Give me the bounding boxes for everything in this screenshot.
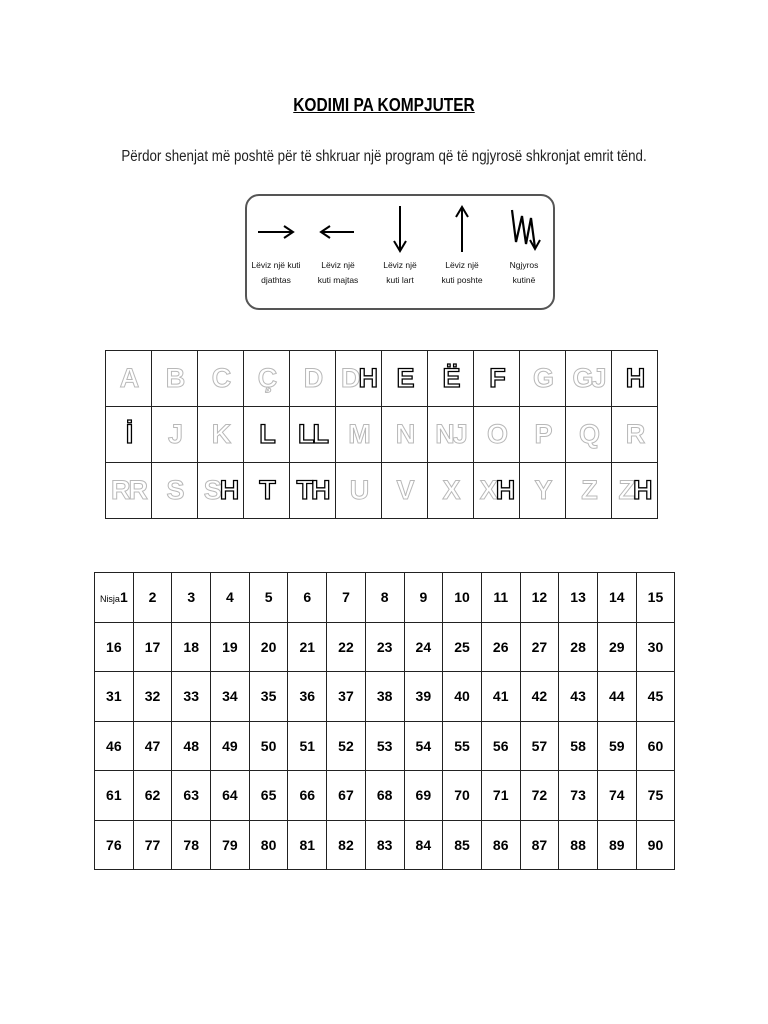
- letter-cell[interactable]: [198, 407, 244, 463]
- cell-number: 38: [376, 688, 393, 705]
- grid-cell[interactable]: [559, 771, 598, 821]
- letter-cell[interactable]: [152, 407, 198, 463]
- cell-number: 72: [531, 787, 548, 804]
- letter-suffix: H: [358, 363, 376, 393]
- letter-text: Z: [581, 475, 596, 505]
- cell-number: 74: [608, 787, 625, 804]
- cell-number: 25: [454, 638, 470, 655]
- cell-number: 15: [647, 589, 664, 606]
- grid-cell[interactable]: [95, 721, 134, 771]
- grid-cell[interactable]: [404, 672, 443, 722]
- letter-cell[interactable]: [612, 407, 658, 463]
- grid-cell[interactable]: [172, 672, 211, 722]
- letter-suffix: H: [495, 475, 514, 505]
- grid-cell[interactable]: [443, 573, 482, 623]
- grid-cell[interactable]: [559, 573, 598, 623]
- letter-cell[interactable]: [520, 463, 566, 519]
- grid-cell[interactable]: [249, 622, 288, 672]
- cell-number: 79: [222, 836, 238, 853]
- grid-cell[interactable]: [481, 721, 520, 771]
- letter-cell[interactable]: [290, 407, 336, 463]
- grid-cell[interactable]: [559, 622, 598, 672]
- letter-cell[interactable]: [336, 351, 382, 407]
- letter-cell[interactable]: [290, 463, 336, 519]
- letter-text: Y: [534, 475, 551, 505]
- cell-number: 44: [608, 688, 625, 705]
- legend-item-right: [245, 196, 307, 306]
- letter-cell[interactable]: [428, 463, 474, 519]
- grid-cell[interactable]: [365, 771, 404, 821]
- grid-cell[interactable]: [133, 672, 172, 722]
- alphabet-row: [106, 407, 658, 463]
- letter-cell[interactable]: [198, 351, 244, 407]
- legend-item-up: [431, 196, 493, 306]
- cell-number: 2: [148, 589, 157, 606]
- grid-cell[interactable]: [133, 721, 172, 771]
- letter-cell[interactable]: [520, 407, 566, 463]
- grid-cell[interactable]: [365, 622, 404, 672]
- letter-cell[interactable]: [382, 407, 428, 463]
- letter-cell[interactable]: [566, 463, 612, 519]
- grid-cell[interactable]: [211, 721, 250, 771]
- grid-cell[interactable]: [559, 672, 598, 722]
- cell-number: 33: [183, 688, 199, 705]
- grid-cell[interactable]: [95, 672, 134, 722]
- letter-cell[interactable]: [244, 463, 290, 519]
- cell-number: 68: [376, 787, 393, 804]
- grid-cell[interactable]: [597, 721, 636, 771]
- letter-text: GJ: [572, 363, 605, 393]
- letter-cell[interactable]: [244, 407, 290, 463]
- letter-cell[interactable]: [382, 351, 428, 407]
- cell-number: 12: [531, 589, 548, 606]
- cell-number: 42: [531, 688, 548, 705]
- grid-cell[interactable]: [636, 721, 675, 771]
- cell-number: 32: [144, 688, 161, 705]
- cell-number: 24: [415, 638, 432, 655]
- alphabet-row: [106, 463, 658, 519]
- cell-number: 88: [570, 836, 586, 853]
- letter-cell[interactable]: [428, 351, 474, 407]
- letter-text: X: [479, 475, 496, 505]
- grid-cell[interactable]: [520, 721, 559, 771]
- cell-number: 52: [338, 737, 354, 754]
- grid-cell[interactable]: [327, 672, 366, 722]
- cell-number: 3: [187, 589, 196, 606]
- letter-text: S: [203, 475, 220, 505]
- legend-label-color: Ngjyros kutinë: [509, 260, 539, 285]
- grid-cell[interactable]: [443, 721, 482, 771]
- letter-cell[interactable]: [612, 463, 658, 519]
- cell-number: 6: [303, 589, 312, 606]
- letter-cell[interactable]: [382, 463, 428, 519]
- grid-cell[interactable]: [443, 820, 482, 870]
- cell-number: 40: [454, 688, 470, 705]
- grid-cell[interactable]: [211, 820, 250, 870]
- cell-number: 18: [183, 638, 199, 655]
- grid-cell[interactable]: [597, 771, 636, 821]
- letter-cell[interactable]: [290, 351, 336, 407]
- letter-text: U: [349, 475, 368, 505]
- cell-number: 71: [492, 787, 509, 804]
- grid-cell[interactable]: [327, 771, 366, 821]
- cell-number: 83: [376, 836, 393, 853]
- grid-cell[interactable]: [249, 721, 288, 771]
- grid-cell[interactable]: [327, 622, 366, 672]
- letter-text: E: [396, 363, 413, 393]
- cell-number: 7: [342, 589, 350, 606]
- letter-cell[interactable]: [520, 351, 566, 407]
- grid-cell[interactable]: [172, 820, 211, 870]
- grid-cell[interactable]: [133, 820, 172, 870]
- letter-cell[interactable]: [428, 407, 474, 463]
- letter-text: Ç: [257, 363, 276, 393]
- grid-cell[interactable]: [636, 771, 675, 821]
- grid-cell[interactable]: [597, 820, 636, 870]
- letter-text: Z: [618, 475, 633, 505]
- letter-text: L: [259, 419, 274, 449]
- letter-text: TH: [296, 475, 329, 505]
- grid-cell[interactable]: [133, 771, 172, 821]
- cell-number: 34: [222, 688, 238, 705]
- cell-number: 5: [264, 589, 273, 606]
- cell-number: 65: [260, 787, 277, 804]
- letter-text: H: [625, 363, 644, 393]
- letter-cell[interactable]: [336, 407, 382, 463]
- start-label: Nisja: [99, 594, 120, 605]
- cell-number: 10: [454, 589, 470, 606]
- grid-cell[interactable]: [636, 622, 675, 672]
- cell-number: 11: [493, 589, 509, 606]
- cell-number: 84: [415, 836, 432, 853]
- letter-text: D: [341, 363, 359, 393]
- grid-cell[interactable]: [404, 622, 443, 672]
- letter-cell[interactable]: [152, 351, 198, 407]
- letter-text: RR: [111, 475, 146, 505]
- grid-cell[interactable]: [249, 672, 288, 722]
- grid-cell[interactable]: [172, 771, 211, 821]
- cell-number: 49: [222, 737, 238, 754]
- legend-label-right: Lëviz një kuti djathtas: [251, 260, 301, 285]
- page-title: KODIMI PA KOMPJUTER: [293, 95, 475, 115]
- cell-number: 46: [106, 737, 122, 754]
- cell-number: 60: [647, 737, 664, 754]
- grid-row: [95, 573, 675, 623]
- grid-cell[interactable]: [249, 820, 288, 870]
- cell-number: 4: [226, 589, 234, 606]
- letter-text: A: [119, 363, 138, 393]
- letter-text: T: [259, 475, 274, 505]
- grid-cell[interactable]: [520, 573, 559, 623]
- letter-cell[interactable]: [612, 351, 658, 407]
- cell-number: 45: [647, 688, 664, 705]
- letter-text: V: [396, 475, 413, 505]
- grid-cell[interactable]: [211, 622, 250, 672]
- letter-cell[interactable]: [106, 407, 152, 463]
- cell-number: 82: [338, 836, 354, 853]
- letter-text: Ë: [442, 363, 459, 393]
- grid-cell[interactable]: [597, 672, 636, 722]
- letter-text: LL: [298, 419, 327, 449]
- cell-number: 39: [415, 688, 432, 705]
- grid-cell[interactable]: [365, 820, 404, 870]
- grid-cell[interactable]: [520, 622, 559, 672]
- grid-cell[interactable]: [327, 573, 366, 623]
- grid-cell[interactable]: [133, 622, 172, 672]
- letter-text: F: [489, 363, 504, 393]
- cell-number: 61: [106, 787, 122, 804]
- cell-number: 78: [183, 836, 199, 853]
- cell-number: 36: [299, 688, 316, 705]
- cell-number: 57: [531, 737, 548, 754]
- legend-label-left: Lëviz një kuti majtas: [317, 260, 359, 285]
- legend-item-color: [493, 196, 555, 306]
- grid-cell[interactable]: [249, 573, 288, 623]
- letter-text: B: [165, 363, 184, 393]
- cell-number: 14: [608, 589, 625, 606]
- grid-cell[interactable]: [95, 771, 134, 821]
- grid-cell[interactable]: [211, 672, 250, 722]
- cell-number: 73: [570, 787, 586, 804]
- grid-cell[interactable]: [95, 820, 134, 870]
- cell-number: 16: [106, 638, 122, 655]
- letter-text: C: [211, 363, 230, 393]
- grid-cell[interactable]: [597, 622, 636, 672]
- cell-number: 29: [608, 638, 625, 655]
- cell-number: 54: [415, 737, 432, 754]
- cell-number: 53: [376, 737, 393, 754]
- grid-cell[interactable]: [404, 820, 443, 870]
- letter-text: P: [534, 419, 551, 449]
- letter-text: D: [303, 363, 322, 393]
- grid-cell[interactable]: [288, 672, 327, 722]
- cell-number: 55: [454, 737, 470, 754]
- letter-text: M: [348, 419, 369, 449]
- cell-number: 30: [647, 638, 664, 655]
- letter-text: O: [486, 419, 506, 449]
- grid-cell[interactable]: [288, 721, 327, 771]
- grid-row: [95, 721, 675, 771]
- grid-cell[interactable]: [404, 573, 443, 623]
- alphabet-row: [106, 351, 658, 407]
- cell-number: 56: [492, 737, 509, 754]
- letter-text: S: [166, 475, 183, 505]
- cell-number: 90: [647, 836, 664, 853]
- letter-text: G: [532, 363, 552, 393]
- cell-number: 9: [419, 589, 428, 606]
- grid-cell[interactable]: [443, 622, 482, 672]
- grid-cell[interactable]: [443, 672, 482, 722]
- cell-number: 19: [222, 638, 238, 655]
- cell-number: 85: [454, 836, 470, 853]
- cell-number: 22: [338, 638, 354, 655]
- cell-number: 35: [260, 688, 277, 705]
- letter-text: İ: [125, 419, 132, 449]
- letter-cell[interactable]: [474, 407, 520, 463]
- grid-cell[interactable]: [172, 573, 211, 623]
- grid-cell[interactable]: [327, 721, 366, 771]
- grid-cell[interactable]: [404, 721, 443, 771]
- numbered-grid: [94, 572, 675, 870]
- legend-label-down: Lëviz një kuti lart: [383, 260, 417, 285]
- cell-number: 23: [376, 638, 393, 655]
- cell-number: 76: [106, 836, 122, 853]
- grid-cell[interactable]: [520, 672, 559, 722]
- cell-number: 89: [608, 836, 625, 853]
- letter-cell[interactable]: [566, 407, 612, 463]
- grid-cell[interactable]: [481, 622, 520, 672]
- cell-number: 37: [338, 688, 354, 705]
- grid-row: [95, 820, 675, 870]
- letter-cell[interactable]: [152, 463, 198, 519]
- grid-cell[interactable]: [597, 573, 636, 623]
- letter-suffix: H: [633, 475, 651, 505]
- legend-item-down: [369, 196, 431, 306]
- instructions-text: Përdor shenjat më poshtë për të shkruar një program që të ngjyrosë shkronjat emrit tënd.: [121, 148, 647, 165]
- cell-number: 81: [299, 836, 316, 853]
- cell-number: 58: [570, 737, 586, 754]
- letter-suffix: H: [219, 475, 238, 505]
- arrow-right-icon: [256, 204, 296, 250]
- cell-number: 59: [608, 737, 625, 754]
- grid-cell[interactable]: [481, 672, 520, 722]
- cell-number: 21: [299, 638, 316, 655]
- letter-cell[interactable]: [474, 463, 520, 519]
- cell-number: 27: [531, 638, 548, 655]
- grid-cell[interactable]: [481, 771, 520, 821]
- arrow-down-icon: [380, 204, 420, 254]
- cell-number: 67: [338, 787, 354, 804]
- cell-number: 26: [492, 638, 509, 655]
- cell-number: 8: [380, 589, 389, 606]
- grid-cell[interactable]: [481, 820, 520, 870]
- cell-number: 87: [531, 836, 548, 853]
- legend-item-left: [307, 196, 369, 306]
- cell-number: 47: [144, 737, 161, 754]
- letter-text: N: [395, 419, 414, 449]
- cell-number: 66: [299, 787, 316, 804]
- cell-number: 86: [492, 836, 509, 853]
- alphabet-table: [105, 350, 658, 519]
- grid-cell[interactable]: [211, 771, 250, 821]
- grid-cell[interactable]: [172, 622, 211, 672]
- grid-cell[interactable]: [288, 622, 327, 672]
- grid-cell[interactable]: [481, 573, 520, 623]
- cell-number: 75: [647, 787, 664, 804]
- grid-cell[interactable]: [365, 721, 404, 771]
- grid-row: [95, 771, 675, 821]
- cell-number: 50: [260, 737, 277, 754]
- grid-cell[interactable]: [443, 771, 482, 821]
- grid-row: [95, 622, 675, 672]
- scribble-icon: [504, 204, 544, 254]
- letter-cell[interactable]: [244, 351, 290, 407]
- letter-text: K: [211, 419, 230, 449]
- letter-text: R: [625, 419, 644, 449]
- cell-number: 62: [144, 787, 161, 804]
- grid-cell[interactable]: [288, 573, 327, 623]
- cell-number: 70: [454, 787, 470, 804]
- cell-number: 63: [183, 787, 199, 804]
- cell-number: 64: [222, 787, 238, 804]
- letter-text: Q: [578, 419, 598, 449]
- cell-number: 43: [570, 688, 586, 705]
- legend-box: [245, 194, 555, 310]
- grid-cell[interactable]: [133, 573, 172, 623]
- grid-cell[interactable]: [559, 721, 598, 771]
- grid-cell[interactable]: [288, 820, 327, 870]
- grid-cell[interactable]: [211, 573, 250, 623]
- letter-text: X: [442, 475, 459, 505]
- cell-number: 77: [144, 836, 161, 853]
- grid-row: [95, 672, 675, 722]
- grid-cell[interactable]: [636, 820, 675, 870]
- arrow-up-icon: [442, 204, 482, 254]
- grid-cell[interactable]: [559, 820, 598, 870]
- cell-number: 41: [492, 688, 509, 705]
- cell-number: 20: [260, 638, 277, 655]
- cell-number: 48: [183, 737, 199, 754]
- letter-text: NJ: [435, 419, 466, 449]
- cell-number: 13: [570, 589, 586, 606]
- grid-cell[interactable]: [365, 573, 404, 623]
- letter-cell[interactable]: [336, 463, 382, 519]
- cell-number: 28: [570, 638, 586, 655]
- grid-cell[interactable]: [636, 672, 675, 722]
- grid-cell[interactable]: [172, 721, 211, 771]
- legend-label-up: Lëviz një kuti poshte: [441, 260, 483, 285]
- letter-cell[interactable]: [474, 351, 520, 407]
- letter-cell[interactable]: [566, 351, 612, 407]
- cell-number: 31: [106, 688, 122, 705]
- grid-cell[interactable]: [327, 820, 366, 870]
- grid-cell[interactable]: [95, 573, 134, 623]
- grid-cell[interactable]: [95, 622, 134, 672]
- grid-cell[interactable]: [404, 771, 443, 821]
- cell-number: 51: [299, 737, 316, 754]
- grid-cell[interactable]: [636, 573, 675, 623]
- grid-cell[interactable]: [288, 771, 327, 821]
- cell-number: 80: [260, 836, 277, 853]
- cell-number: 17: [144, 638, 161, 655]
- cell-number: 1: [119, 589, 128, 606]
- letter-text: J: [167, 419, 182, 449]
- grid-cell[interactable]: [365, 672, 404, 722]
- grid-cell[interactable]: [520, 820, 559, 870]
- cell-number: 69: [415, 787, 432, 804]
- letter-cell[interactable]: [198, 463, 244, 519]
- letter-cell[interactable]: [106, 463, 152, 519]
- arrow-left-icon: [318, 204, 358, 250]
- grid-cell[interactable]: [520, 771, 559, 821]
- grid-cell[interactable]: [249, 771, 288, 821]
- letter-cell[interactable]: [106, 351, 152, 407]
